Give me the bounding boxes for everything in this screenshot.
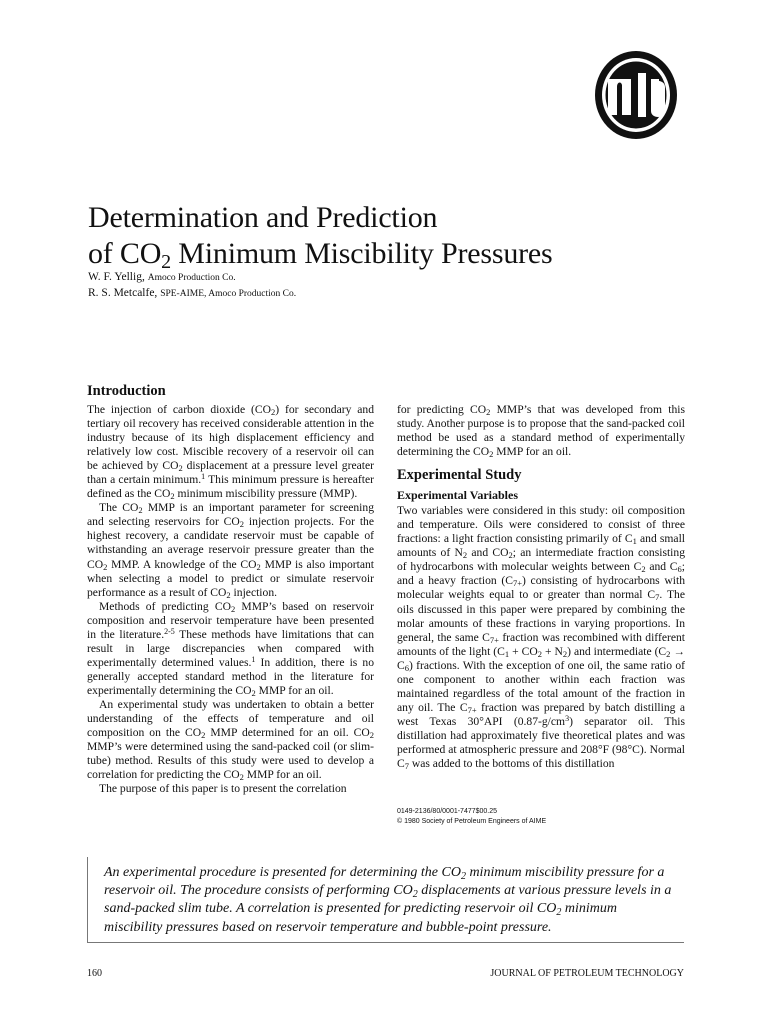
intro-paragraph-3: Methods of predicting $CO_2$ MMP’s based on reservoir composition and reservoir temperature have been presented in the literature.$^{2-5}$ These methods have limitations that can result in large discrepancies when compared with experimentally determined values.$^1$ In addition, there is no generally accepted standard method in the literature for experimentally determining the $CO_2$ MMP for an oil.	[87, 599, 375, 698]
paper-title: Determination and Prediction of $CO_2$ Minimum Miscibility Pressures	[88, 201, 553, 273]
abstract-text: An experimental procedure is presented for determining the $CO_2$ minimum miscibility pressure for a reservoir oil. The procedure consists of performing $CO_2$ displacements at various pressure levels in a sand-packed slim tube. A correlation is presented for predicting reservoir oil $CO_2$ minimum miscibility pressures based on reservoir temperature and bubble-point pressure.	[104, 865, 672, 935]
copyright-notice: 0149-2136/80/0001-7477$00.25 © 1980 Society of Petroleum Engineers of AIME	[397, 808, 547, 825]
author-metcalfe: R. S. Metcalfe, SPE-AIME, Amoco Production Co.	[88, 287, 297, 299]
abstract-box	[87, 857, 684, 943]
section-heading-experimental-study: Experimental Study	[397, 467, 522, 484]
section-heading-introduction: Introduction	[87, 383, 166, 399]
intro-paragraph-2: The $CO_2$ MMP is an important parameter for screening and selecting reservoirs for $CO_2$ injection projects. For the highest recovery, a candidate reservoir must be capable of withstanding an average reservoir pressure greater than the $CO_2$ MMP. A knowledge of the $CO_2$ MMP is also important when selecting a model to predict or simulate reservoir performance as a result of $CO_2$ injection.	[87, 501, 374, 600]
intro-paragraph-5: The purpose of this paper is to present the correlation	[99, 782, 347, 796]
author-yellig: W. F. Yellig, Amoco Production Co.	[88, 271, 236, 283]
journal-name: JOURNAL OF PETROLEUM TECHNOLOGY	[490, 968, 684, 979]
column-left	[87, 382, 374, 796]
experimental-paragraph-1: Two variables were considered in this study: oil composition and temperature. Oils were considered to consist of three fractions: a light fraction consisting primarily of $C_1$ and small amounts of $N_2$ and $CO_2$; an intermediate fraction consisting of hydrocarbons with molecular weights between $C_2$ and $C_6$; and a heavy fraction $(C_{7+})$ consisting of hydrocarbons with molecular weights equal to or greater than normal $C_7$. The oils discussed in this paper were prepared by combining the molar amounts of these fractions in varying proportions. In general, the same $C_{7+}$ fraction was recombined with different amounts of the light $(C_1 + CO_2 + N_2)$ and intermediate $(C_2 \to C_6)$ fractions. With the exception of one oil, the same ratio of one component to another within each fraction was maintained regardless of the total amount of the fraction in any oil. The $C_{7+}$ fraction was prepared by batch distilling a west Texas 30°API $(0.87-g/cm^3)$ separator oil. This distillation had approximately five theoretical plates and was performed at atmospheric pressure and 208°F (98°C). Normal $C_7$ was added to the bottoms of this distillation	[397, 504, 686, 772]
page-number: 160	[87, 968, 102, 979]
subsection-heading-experimental-variables: Experimental Variables	[397, 488, 519, 503]
spe-logo-icon	[593, 49, 679, 141]
intro-paragraph-1: The injection of carbon dioxide $(CO_2)$ for secondary and tertiary oil recovery has received considerable attention in the industry because of its high displacement efficiency and relatively low cost. Miscible recovery of a reservoir oil can be achieved by $CO_2$ displacement at a pressure level greater than a certain minimum.$^1$ This minimum pressure is hereafter defined as the $CO_2$ minimum miscibility pressure (MMP).	[87, 403, 374, 502]
column-right	[397, 403, 685, 771]
intro-paragraph-6: for predicting $CO_2$ MMP’s that was developed from this study. Another purpose is to propose that the sand-packed coil method be used as a standard method of experimentally determining the $CO_2$ MMP for an oil.	[397, 403, 685, 460]
intro-paragraph-4: An experimental study was undertaken to obtain a better understanding of the effects of temperature and oil composition on the $CO_2$ MMP determined for an oil. $CO_2$ MMP’s were determined using the sand-packed coil (or slim-tube) method. Results of this study were used to develop a correlation for predicting the $CO_2$ MMP for an oil.	[87, 697, 374, 783]
